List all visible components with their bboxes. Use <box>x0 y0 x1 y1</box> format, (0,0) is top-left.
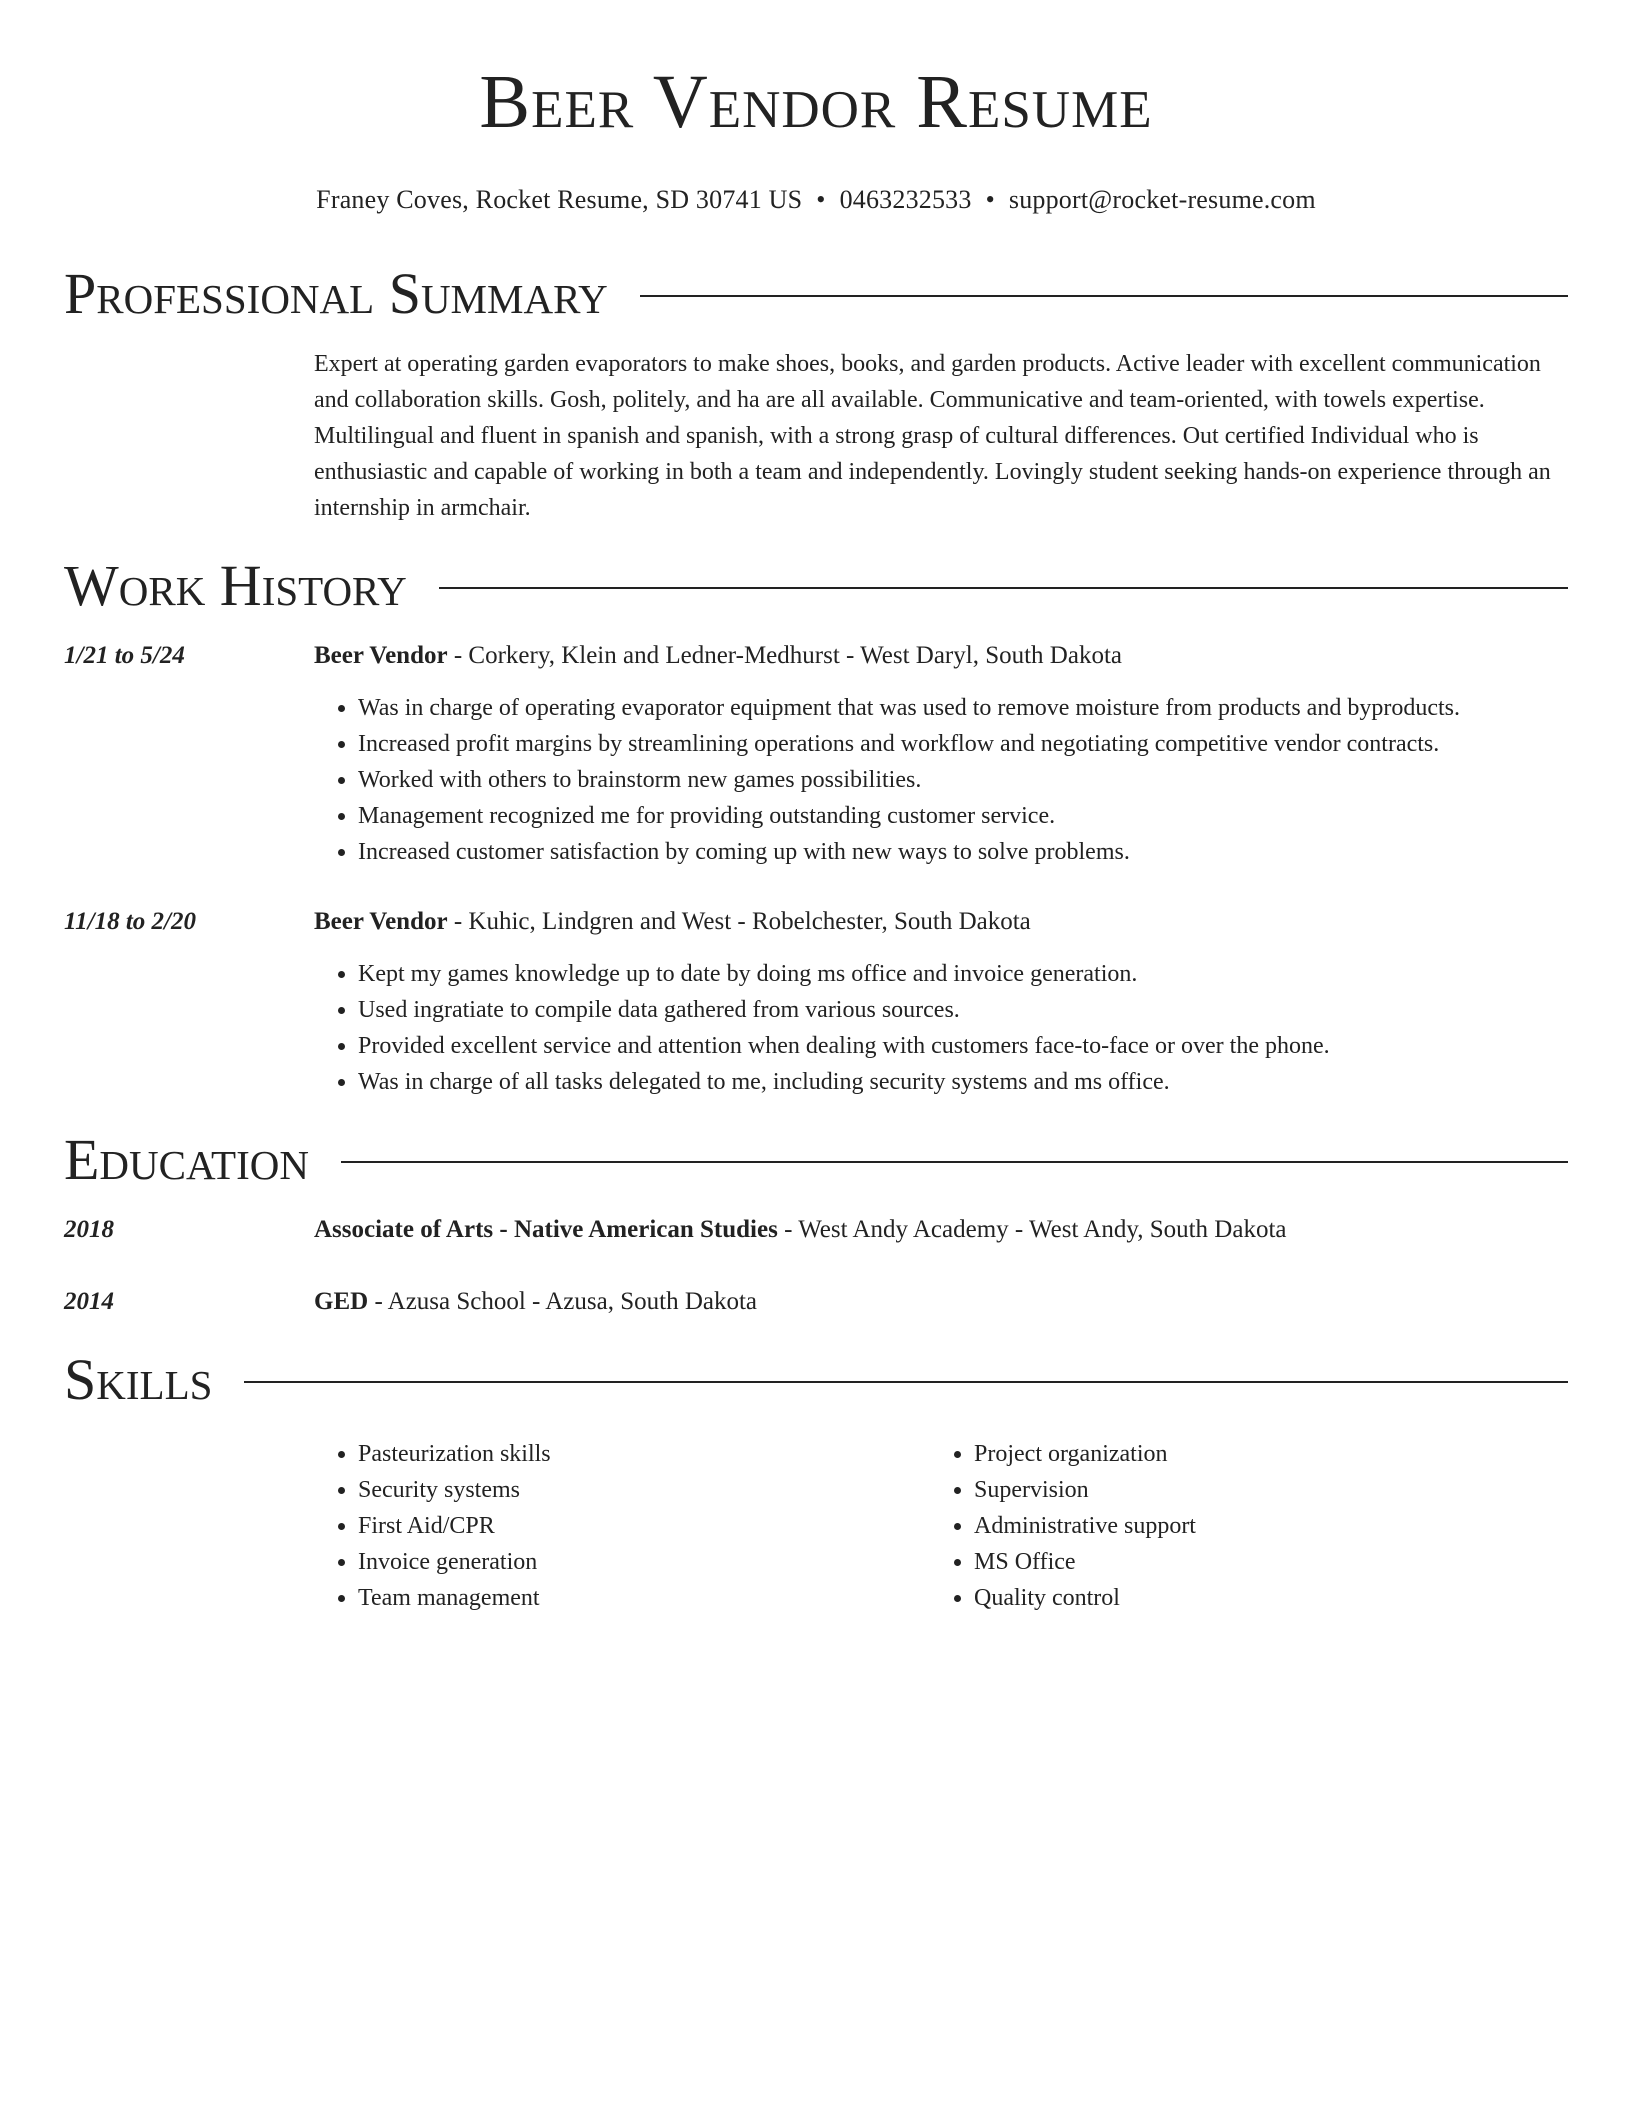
summary-text: Expert at operating garden evaporators to make shoes, books, and garden products. Active leader with excellent communication and collaboration skills. Gosh, politely, and ha are all available. Communicative and team-oriented, with towels expertise. Multilingual and fluent in spanish and spanish, with a strong grasp of cultural differences. Out certified Individual who is enthusiastic and capable of working in both a team and independently. Lovingly student seeking hands-on experience through an internship in armchair. <box>314 351 1551 521</box>
job-entry <box>64 638 1568 870</box>
section-divider <box>341 1161 1568 1163</box>
work-section-header <box>64 552 1568 620</box>
summary-section-header <box>64 260 1568 328</box>
contact-address: Franey Coves, Rocket Resume, SD 30741 US <box>316 185 803 214</box>
section-divider <box>640 295 1568 297</box>
education-body <box>314 1284 1568 1320</box>
summary-heading: Professional Summary <box>64 261 608 326</box>
list-item: • Was in charge of all tasks delegated to me, including security systems and ms office. <box>358 1064 1568 1100</box>
skill-item: • MS Office <box>974 1544 1546 1580</box>
list-item: • Management recognized me for providing outstanding customer service. <box>358 798 1568 834</box>
job-date: 11/18 to 2/20 <box>64 908 196 935</box>
skill-item: • Administrative support <box>974 1508 1546 1544</box>
list-item: • Increased customer satisfaction by coming up with new ways to solve problems. <box>358 834 1568 870</box>
job-details: - Corkery, Klein and Ledner-Medhurst - West Daryl, South Dakota <box>447 642 1122 669</box>
section-divider <box>439 587 1568 589</box>
education-degree: Associate of Arts - Native American Studies <box>314 1216 778 1243</box>
education-section-header <box>64 1126 1568 1194</box>
contact-separator: • <box>985 185 995 214</box>
job-title: Beer Vendor <box>314 908 448 935</box>
job-details: - Kuhic, Lindgren and West - Robelchester, South Dakota <box>447 908 1031 935</box>
skills-list <box>314 1436 1568 1616</box>
section-divider <box>244 1381 1568 1383</box>
skills-section-header <box>64 1346 1568 1414</box>
work-heading: Work History <box>64 553 407 618</box>
skill-item: • Team management <box>358 1580 930 1616</box>
list-item: • Increased profit margins by streamlining operations and workflow and negotiating competitive vendor contracts. <box>358 726 1568 762</box>
education-heading-line <box>314 1212 1568 1248</box>
job-title: Beer Vendor <box>314 642 448 669</box>
education-entry <box>64 1212 1568 1248</box>
education-degree: GED <box>314 1288 369 1315</box>
skills-column-left <box>314 1436 930 1616</box>
job-entry <box>64 904 1568 1100</box>
education-heading-line <box>314 1284 1568 1320</box>
education-entry <box>64 1284 1568 1320</box>
skills-heading: Skills <box>64 1347 213 1412</box>
job-body <box>314 904 1568 1100</box>
education-date: 2018 <box>64 1216 114 1243</box>
job-bullets <box>314 690 1568 870</box>
list-item: • Kept my games knowledge up to date by doing ms office and invoice generation. <box>358 956 1568 992</box>
skill-item: • Invoice generation <box>358 1544 930 1580</box>
skill-item: • Project organization <box>974 1436 1546 1472</box>
list-item: • Was in charge of operating evaporator equipment that was used to remove moisture from products and byproducts. <box>358 690 1568 726</box>
resume-title: Beer Vendor Resume <box>479 60 1153 144</box>
contact-email: support@rocket-resume.com <box>1008 185 1316 214</box>
job-heading <box>314 638 1568 674</box>
education-body <box>314 1212 1568 1248</box>
job-body <box>314 638 1568 870</box>
job-bullets <box>314 956 1568 1100</box>
job-heading <box>314 904 1568 940</box>
list-item: • Provided excellent service and attention when dealing with customers face-to-face or over the phone. <box>358 1028 1568 1064</box>
skill-item: • First Aid/CPR <box>358 1508 930 1544</box>
education-heading: Education <box>64 1127 309 1192</box>
skill-item: • Pasteurization skills <box>358 1436 930 1472</box>
education-date: 2014 <box>64 1288 114 1315</box>
skill-item: • Supervision <box>974 1472 1546 1508</box>
contact-line <box>64 184 1568 216</box>
list-item: • Worked with others to brainstorm new games possibilities. <box>358 762 1568 798</box>
skill-item: • Security systems <box>358 1472 930 1508</box>
education-details: - West Andy Academy - West Andy, South Dakota <box>777 1216 1287 1243</box>
skills-column-right <box>930 1436 1546 1616</box>
contact-separator: • <box>816 185 826 214</box>
education-details: - Azusa School - Azusa, South Dakota <box>368 1288 758 1315</box>
contact-phone: 0463232533 <box>839 185 972 214</box>
job-date: 1/21 to 5/24 <box>64 642 185 669</box>
list-item: • Used ingratiate to compile data gathered from various sources. <box>358 992 1568 1028</box>
skill-item: • Quality control <box>974 1580 1546 1616</box>
